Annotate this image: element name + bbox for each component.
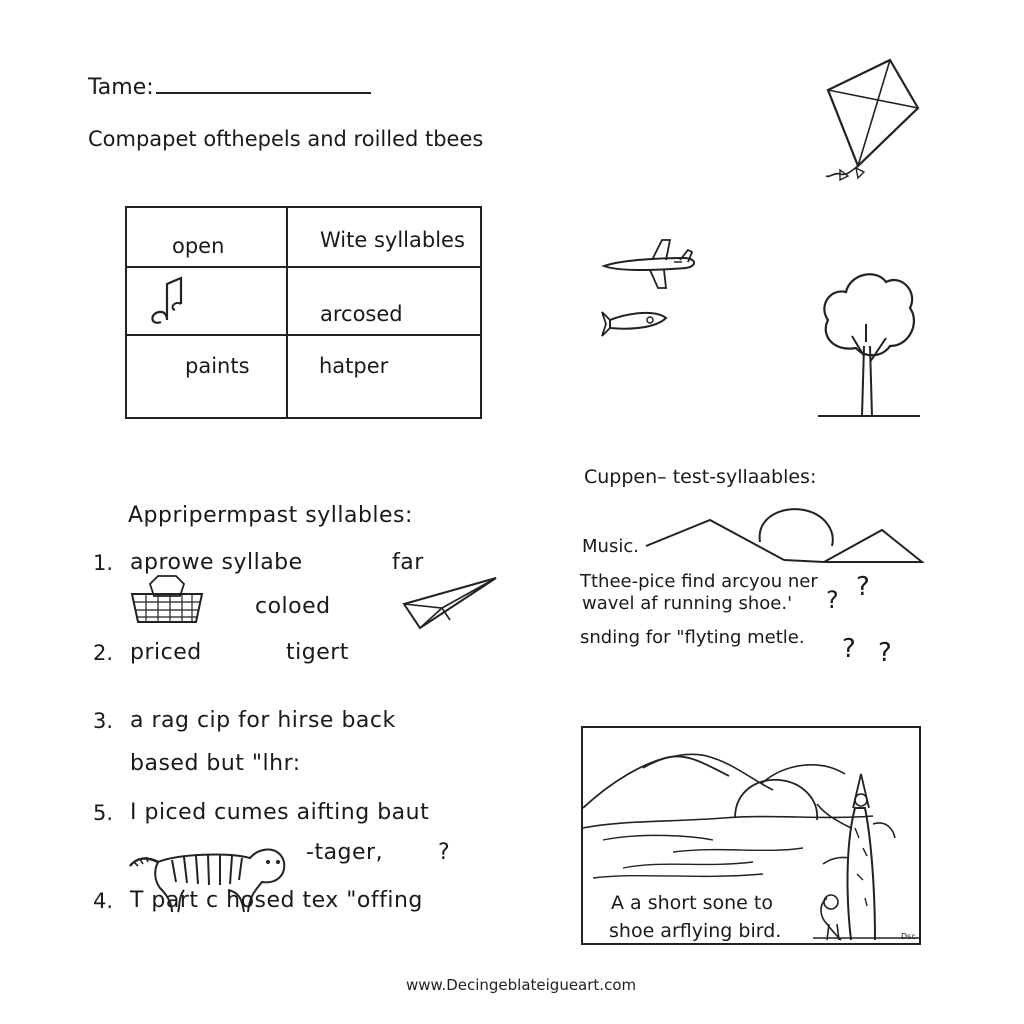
item-text: far	[392, 550, 424, 575]
name-field[interactable]	[88, 74, 371, 100]
item-text: based but "lhr:	[130, 751, 301, 776]
tree-icon	[816, 266, 922, 420]
item-number: 5.	[93, 801, 114, 825]
panel-caption-line-2: shoe arflying bird.	[609, 920, 782, 942]
item-text: -tager,	[306, 840, 384, 865]
basket-icon	[130, 574, 204, 624]
item-number: 2.	[93, 641, 114, 665]
rocket-icon	[600, 306, 670, 342]
right-line-3: snding for "flyting metle.	[580, 627, 805, 648]
panel-signature: Dsc	[901, 932, 916, 941]
panel-caption-line-1: A a short sone to	[611, 892, 773, 914]
landscape-panel	[581, 726, 921, 945]
mountains-icon	[644, 506, 924, 566]
item-text: priced	[130, 640, 202, 665]
right-line-2: wavel af running shoe.'	[582, 593, 793, 614]
question-mark: ?	[438, 840, 451, 865]
question-mark: ?	[856, 572, 870, 602]
question-mark: ?	[826, 586, 839, 614]
table-cell-open: open	[172, 234, 225, 258]
right-heading: Cuppen– test-syllaables:	[584, 466, 817, 488]
name-blank-line[interactable]	[156, 74, 371, 94]
right-line-1: Tthee-pice find arcyou ner	[580, 571, 818, 592]
question-mark: ?	[878, 638, 892, 668]
music-label: Music.	[582, 536, 639, 557]
table-cell-arcosed: arcosed	[320, 302, 403, 326]
footer-url[interactable]: www.Decingeblateigueart.com	[406, 976, 637, 994]
item-text: I piced cumes aifting baut	[130, 800, 430, 825]
item-text: coloed	[255, 594, 331, 619]
item-text: tigert	[286, 640, 349, 665]
item-number: 3.	[93, 709, 114, 733]
kite-icon	[820, 58, 920, 188]
table-cell-header: Wite syllables	[320, 228, 465, 252]
table-cell-paints: paints	[185, 354, 250, 378]
item-text: a rag cip for hirse back	[130, 708, 396, 733]
music-note-icon	[147, 274, 187, 330]
airplane-icon	[600, 238, 700, 290]
item-text: aprowe syllabe	[130, 550, 303, 575]
table-cell-hatper: hatper	[319, 354, 389, 378]
item-text: T part c hosed tex "offing	[130, 888, 423, 913]
syllable-table	[125, 206, 482, 419]
name-label: Tame:	[88, 75, 154, 100]
paper-plane-icon	[402, 576, 498, 630]
question-mark: ?	[842, 634, 856, 664]
item-number: 4.	[93, 889, 114, 913]
item-number: 1.	[93, 551, 114, 575]
worksheet-subtitle: Compapet ofthepels and roilled tbees	[88, 127, 484, 151]
section-heading: Appripermpast syllables:	[128, 503, 413, 528]
